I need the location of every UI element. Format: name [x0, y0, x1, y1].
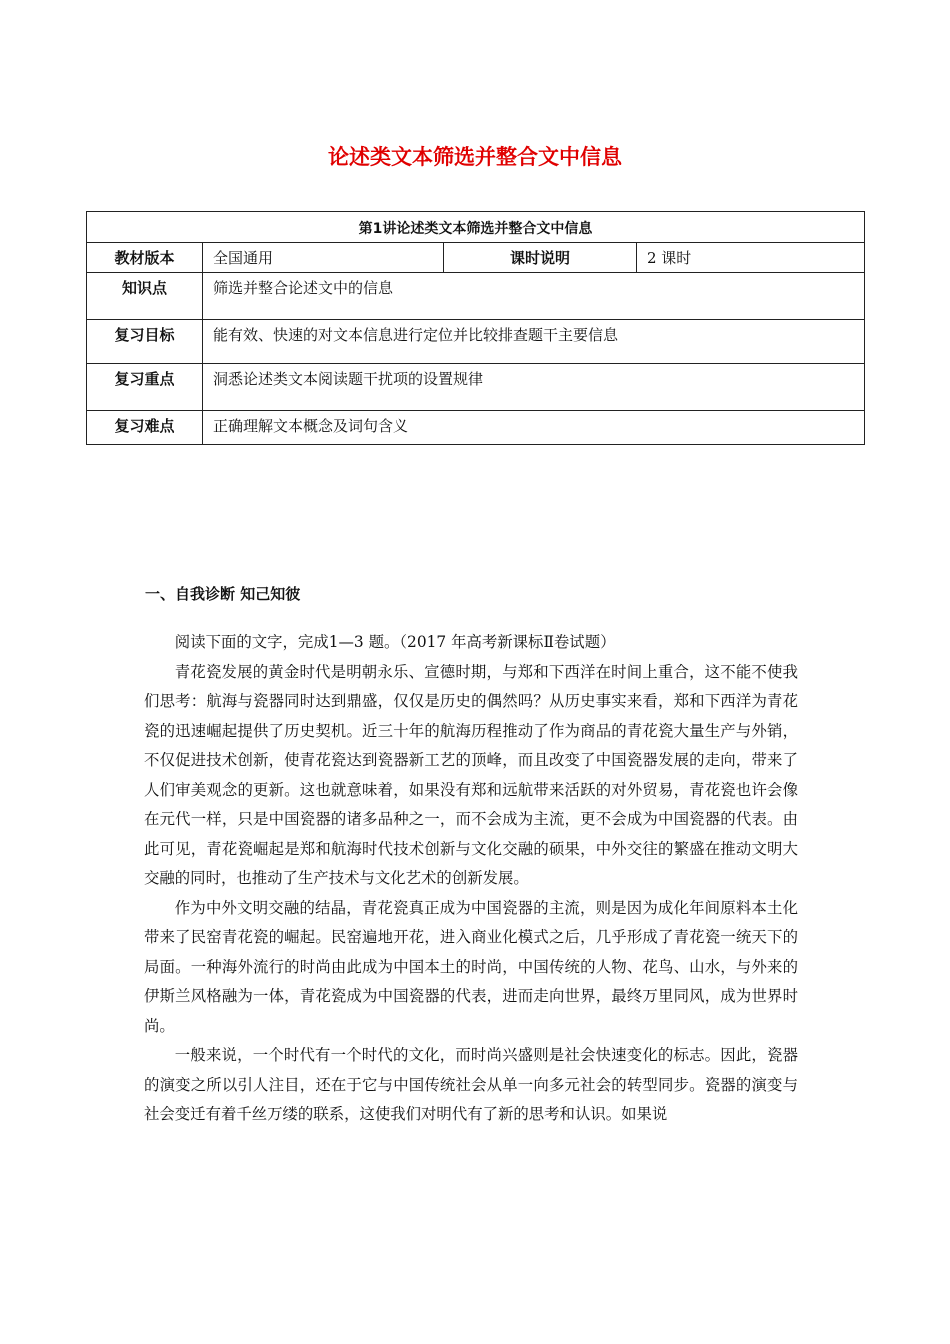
lesson-info-table [86, 211, 865, 445]
passage [144, 628, 798, 1130]
table-row [87, 320, 865, 364]
review-focus-value: 洞悉论述类文本阅读题干扰项的设置规律 [203, 364, 865, 411]
table-row [87, 364, 865, 411]
class-hours-label: 课时说明 [444, 243, 637, 273]
table-row [87, 243, 865, 273]
review-difficulty-label: 复习难点 [87, 411, 203, 445]
knowledge-point-value: 筛选并整合论述文中的信息 [203, 273, 865, 320]
section-heading: 一、自我诊断 知己知彼 [145, 585, 301, 603]
review-goal-label: 复习目标 [87, 320, 203, 364]
table-heading: 第1讲论述类文本筛选并整合文中信息 [87, 212, 865, 243]
table-row [87, 411, 865, 445]
passage-instruction: 阅读下面的文字，完成1—3 题。（2017 年高考新课标Ⅱ卷试题） [174, 633, 616, 651]
textbook-version-value: 全国通用 [203, 243, 444, 273]
textbook-version-label: 教材版本 [87, 243, 203, 273]
review-goal-value: 能有效、快速的对文本信息进行定位并比较排查题干主要信息 [203, 320, 865, 364]
passage-paragraph: 青花瓷发展的黄金时代是明朝永乐、宣德时期，与郑和下西洋在时间上重合，这不能不使我们思考：航海与瓷器同时达到鼎盛，仅仅是历史的偶然吗？从历史事实来看，郑和下西洋为青花瓷的迅速崛起提供了历史契机。近三十年的航海历程推动了作为商品的青花瓷大量生产与外销，不仅促进技术创新，使青花瓷达到瓷器新工艺的顶峰，而且改变了中国瓷器发展的走向，带来了人们审美观念的更新。这也就意味着，如果没有郑和远航带来活跃的对外贸易，青花瓷也许会像在元代一样，只是中国瓷器的诸多品种之一，而不会成为主流，更不会成为中国瓷器的代表。由此可见，青花瓷崛起是郑和航海时代技术创新与文化交融的硕果，中外交往的繁盛在推动文明大交融的同时，也推动了生产技术与文化艺术的创新发展。 [144, 662, 798, 887]
review-focus-label: 复习重点 [87, 364, 203, 411]
table-row [87, 212, 865, 243]
document-title: 论述类文本筛选并整合文中信息 [328, 145, 622, 169]
class-hours-value: 2 课时 [637, 243, 865, 273]
table-row [87, 273, 865, 320]
knowledge-point-label: 知识点 [87, 273, 203, 320]
passage-paragraph: 一般来说，一个时代有一个时代的文化，而时尚兴盛则是社会快速变化的标志。因此，瓷器的演变之所以引人注目，还在于它与中国传统社会从单一向多元社会的转型同步。瓷器的演变与社会变迁有着千丝万缕的联系，这使我们对明代有了新的思考和认识。如果说 [144, 1046, 798, 1123]
passage-paragraph: 作为中外文明交融的结晶，青花瓷真正成为中国瓷器的主流，则是因为成化年间原料本土化带来了民窑青花瓷的崛起。民窑遍地开花，进入商业化模式之后，几乎形成了青花瓷一统天下的局面。一种海外流行的时尚由此成为中国本土的时尚，中国传统的人物、花鸟、山水，与外来的伊斯兰风格融为一体，青花瓷成为中国瓷器的代表，进而走向世界，最终万里同风，成为世界时尚。 [144, 898, 798, 1035]
review-difficulty-value: 正确理解文本概念及词句含义 [203, 411, 865, 445]
